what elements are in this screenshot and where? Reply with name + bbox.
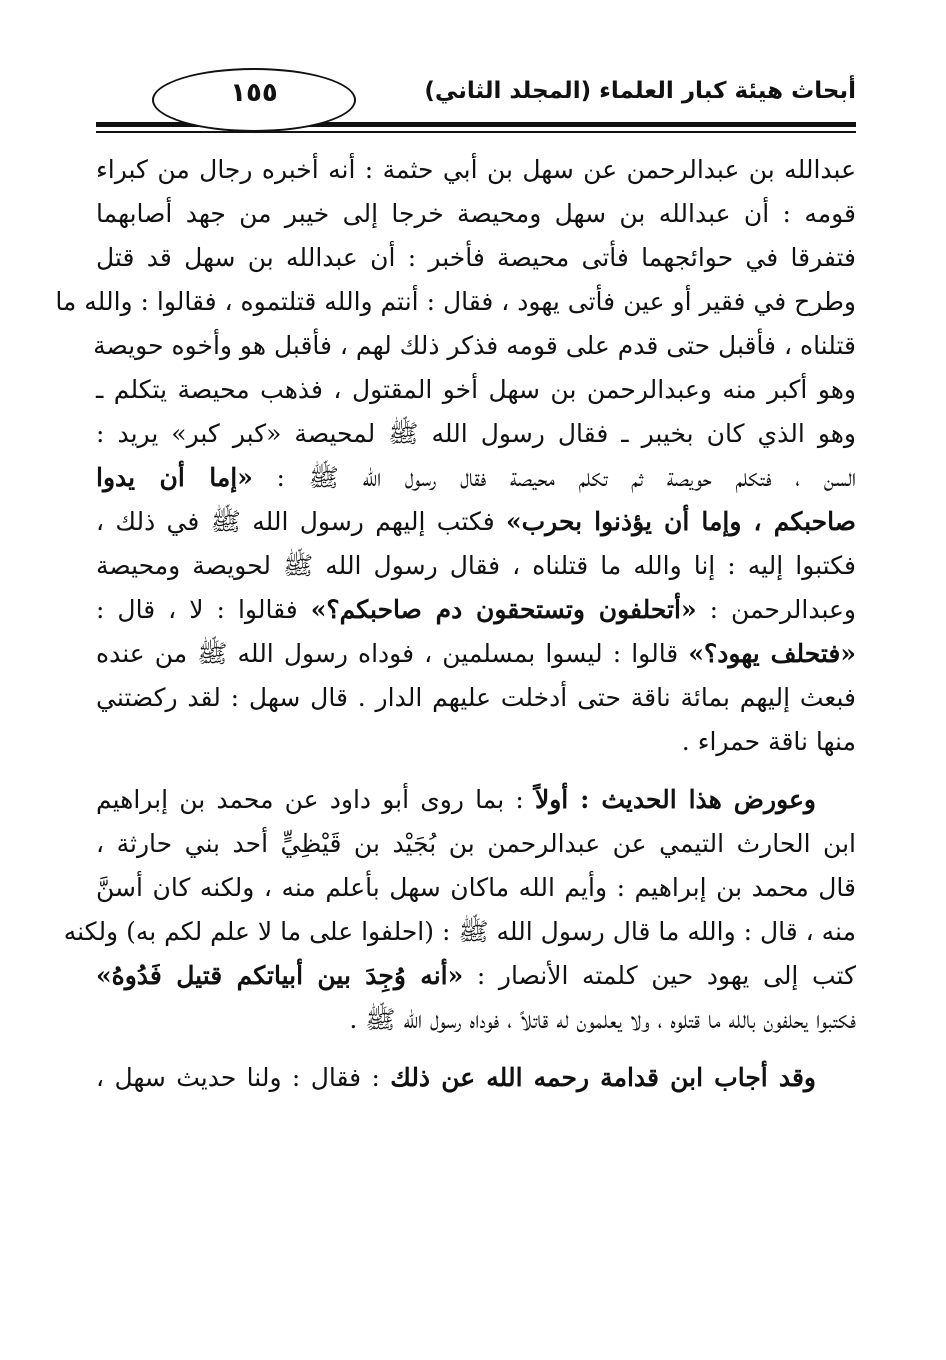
text-run: : بما روى أبو داود عن محمد بن إبراهيم [96,785,535,814]
text-run: : فقال : ولنا حديث سهل ، [96,1063,391,1092]
text-line: فتفرقا في حوائجهما فأتى محيصة فأخبر : أن عبدالله بن سهل قد قتل [96,243,856,272]
paragraph-gap [96,1042,856,1056]
text-line: ابن الحارث التيمي عن عبدالرحمن بن بُجَيْد بن قَيْظِيٍّ أحد بني حارثة ، [96,829,856,858]
text-line [96,1056,856,1100]
page-number: ١٥٥ [230,78,278,108]
text-run: فقالوا : لا ، قال : [96,595,311,624]
text-line: عبدالله بن عبدالرحمن عن سهل بن أبي حثمة : أنه أخبره رجال من كبراء [96,155,856,184]
hadith-quote: «إما أن يدوا [96,463,253,492]
text-line: قومه : أن عبدالله بن سهل ومحيصة خرجا إلى خيبر من جهد أصابهما [96,199,856,228]
text-run: فكتب إليهم رسول الله ﷺ في ذلك ، [96,507,506,536]
text-line [96,500,856,544]
section-lead: وعورض هذا الحديث : أولاً [534,785,816,814]
text-line: وهو أكبر منه وعبدالرحمن بن سهل أخو المقتول ، فذهب محيصة يتكلم ـ [96,375,856,404]
text-line: وطرح في فقير أو عين فأتى يهود ، فقال : أنتم والله قتلتموه ، فقالوا : والله ما [55,287,856,316]
text-line [96,632,856,676]
text-line: فبعث إليهم بمائة ناقة حتى أدخلت عليهم الدار . قال سهل : لقد ركضتني [96,683,856,712]
text-line: قال محمد بن إبراهيم : وأيم الله ماكان سهل بأعلم منه ، ولكنه كان أسنَّ [96,873,856,902]
body-text [55,148,857,1100]
text-line: منه ، قال : والله ما قال رسول الله ﷺ : (احلفوا على ما لا علم لكم به) ولكنه [63,917,856,946]
text-line: وهو الذي كان بخيبر ـ فقال رسول الله ﷺ لمحيصة «كبر كبر» يريد : [96,419,856,448]
text-run: السن ، فتكلم حويصة ثم تكلم محيصة فقال رسول الله ﷺ : [252,463,857,492]
header-rule-thin [96,131,856,133]
hadith-quote: صاحبكم ، وإما أن يؤذنوا بحرب» [505,507,856,536]
hadith-quote: «أتحلفون وتستحقون دم صاحبكم؟» [310,595,697,624]
text-line [96,778,856,822]
text-line: منها ناقة حمراء . [681,727,856,756]
text-run: وعبدالرحمن : [696,595,856,624]
paragraph-gap [96,764,856,778]
text-line: فكتبوا يحلفون بالله ما قتلوه ، ولا يعلمون له قاتلاً ، فوداه رسول الله ﷺ . [349,1005,856,1034]
hadith-quote: «فتحلف يهود؟» [688,639,857,668]
page-number-oval [152,68,356,132]
hadith-quote: «أنه وُجِدَ بين أبياتكم قتيل فَدُوهُ» [96,961,464,990]
text-line [96,588,856,632]
section-lead: وقد أجاب ابن قدامة رحمه الله عن ذلك [390,1063,816,1092]
text-line [96,954,856,998]
text-line: قتلناه ، فأقبل حتى قدم على قومه فذكر ذلك لهم ، فأقبل هو وأخوه حويصة [93,331,856,360]
running-title: أبحاث هيئة كبار العلماء (المجلد الثاني) [424,78,856,104]
text-line [96,456,856,500]
text-run: كتب إلى يهود حين كلمته الأنصار : [463,961,856,990]
text-line: فكتبوا إليه : إنا والله ما قتلناه ، فقال رسول الله ﷺ لحويصة ومحيصة [96,551,856,580]
page-header [96,60,856,142]
text-run: قالوا : ليسوا بمسلمين ، فوداه رسول الله ﷺ من عنده [96,639,689,668]
